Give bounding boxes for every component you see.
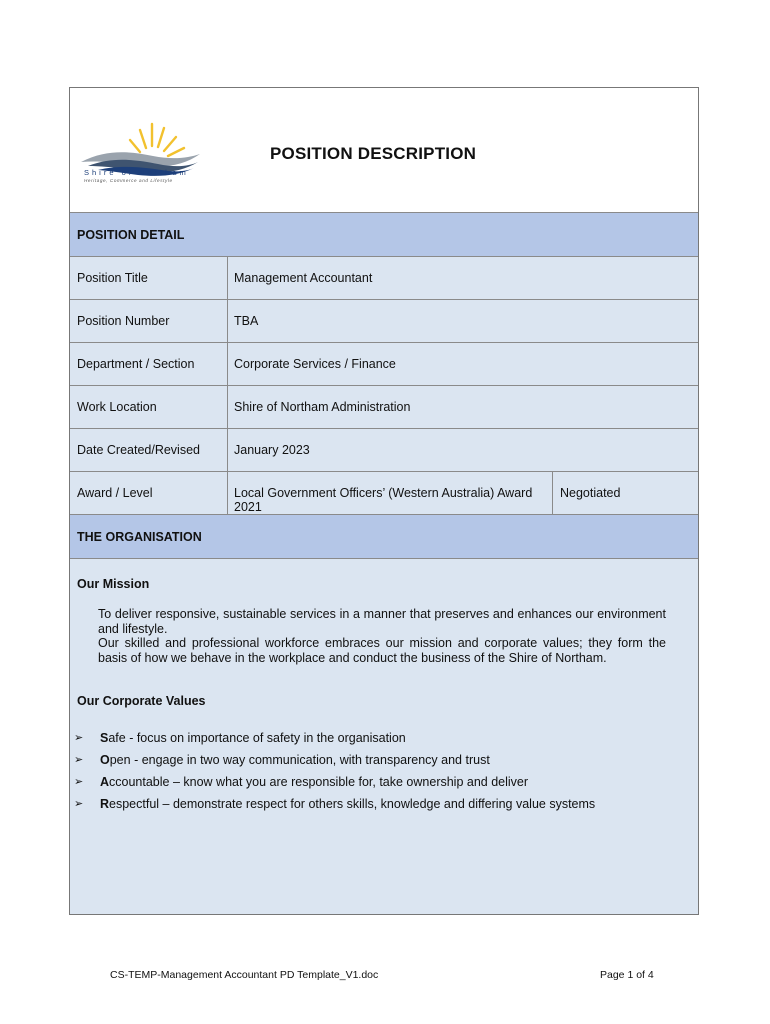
list-item (74, 731, 674, 753)
row-secondary-value: Negotiated (560, 486, 621, 500)
row-value: January 2023 (234, 443, 310, 457)
detail-row-position-number (70, 299, 698, 342)
corporate-values-list (74, 731, 674, 819)
arrow-bullet-icon: ➢ (74, 732, 84, 744)
column-divider (227, 300, 228, 342)
arrow-bullet-icon: ➢ (74, 776, 84, 788)
column-divider (227, 257, 228, 299)
row-label: Position Title (77, 271, 148, 285)
value-text (100, 797, 595, 811)
row-label: Position Number (77, 314, 170, 328)
row-value: TBA (234, 314, 259, 328)
mission-paragraph: To deliver responsive, sustainable services in a manner that preserves and enhances our environment and lifestyle. (98, 607, 666, 636)
organisation-section (70, 558, 698, 914)
column-divider (552, 472, 553, 514)
list-item (74, 775, 674, 797)
column-divider (227, 429, 228, 471)
list-item (74, 797, 674, 819)
value-initial: A (100, 775, 110, 789)
column-divider (227, 343, 228, 385)
value-text (100, 775, 528, 789)
mission-paragraph: Our skilled and professional workforce embraces our mission and corporate values; they form the basis of how we behave in the workplace and conduct the business of the Shire of Northam. (98, 636, 666, 665)
value-initial: R (100, 797, 110, 811)
row-value: Shire of Northam Administration (234, 400, 411, 414)
value-description: pen - engage in two way communication, with transparency and trust (109, 753, 490, 767)
row-value: Local Government Officers’ (Western Australia) Award 2021 (234, 486, 533, 514)
row-label: Date Created/Revised (77, 443, 200, 457)
value-description: espectful – demonstrate respect for others skills, knowledge and differing value systems (109, 797, 596, 811)
page-title: POSITION DESCRIPTION (270, 144, 477, 163)
row-value: Management Accountant (234, 271, 373, 285)
detail-row-date-created (70, 428, 698, 471)
value-initial: O (100, 753, 110, 767)
value-text (100, 753, 490, 767)
detail-row-work-location (70, 385, 698, 428)
footer-page-number: Page 1 of 4 (600, 969, 654, 981)
logo-tagline-text: Heritage, Commerce and Lifestyle (84, 178, 173, 183)
logo-name-text: Shire of Northam (84, 168, 189, 177)
value-text (100, 731, 406, 745)
footer-filename: CS-TEMP-Management Accountant PD Template_V1.doc (110, 969, 379, 981)
position-detail-heading: POSITION DETAIL (70, 212, 698, 256)
column-divider (227, 386, 228, 428)
row-label: Work Location (77, 400, 157, 414)
detail-row-award-level (70, 471, 698, 514)
row-label: Award / Level (77, 486, 153, 500)
arrow-bullet-icon: ➢ (74, 754, 84, 766)
mission-text (98, 607, 666, 665)
mission-heading: Our Mission (77, 577, 150, 591)
value-description: afe - focus on importance of safety in the organisation (108, 731, 406, 745)
value-description: ccountable – know what you are responsible for, take ownership and deliver (109, 775, 529, 789)
values-heading: Our Corporate Values (77, 694, 206, 708)
list-item (74, 753, 674, 775)
organisation-heading: THE ORGANISATION (70, 514, 698, 558)
value-initial: S (100, 731, 109, 745)
column-divider (227, 472, 228, 514)
row-label: Department / Section (77, 357, 195, 371)
position-description-document (69, 87, 699, 915)
detail-row-department (70, 342, 698, 385)
row-value: Corporate Services / Finance (234, 357, 396, 371)
document-header (70, 88, 698, 212)
detail-row-position-title (70, 256, 698, 299)
arrow-bullet-icon: ➢ (74, 798, 84, 810)
